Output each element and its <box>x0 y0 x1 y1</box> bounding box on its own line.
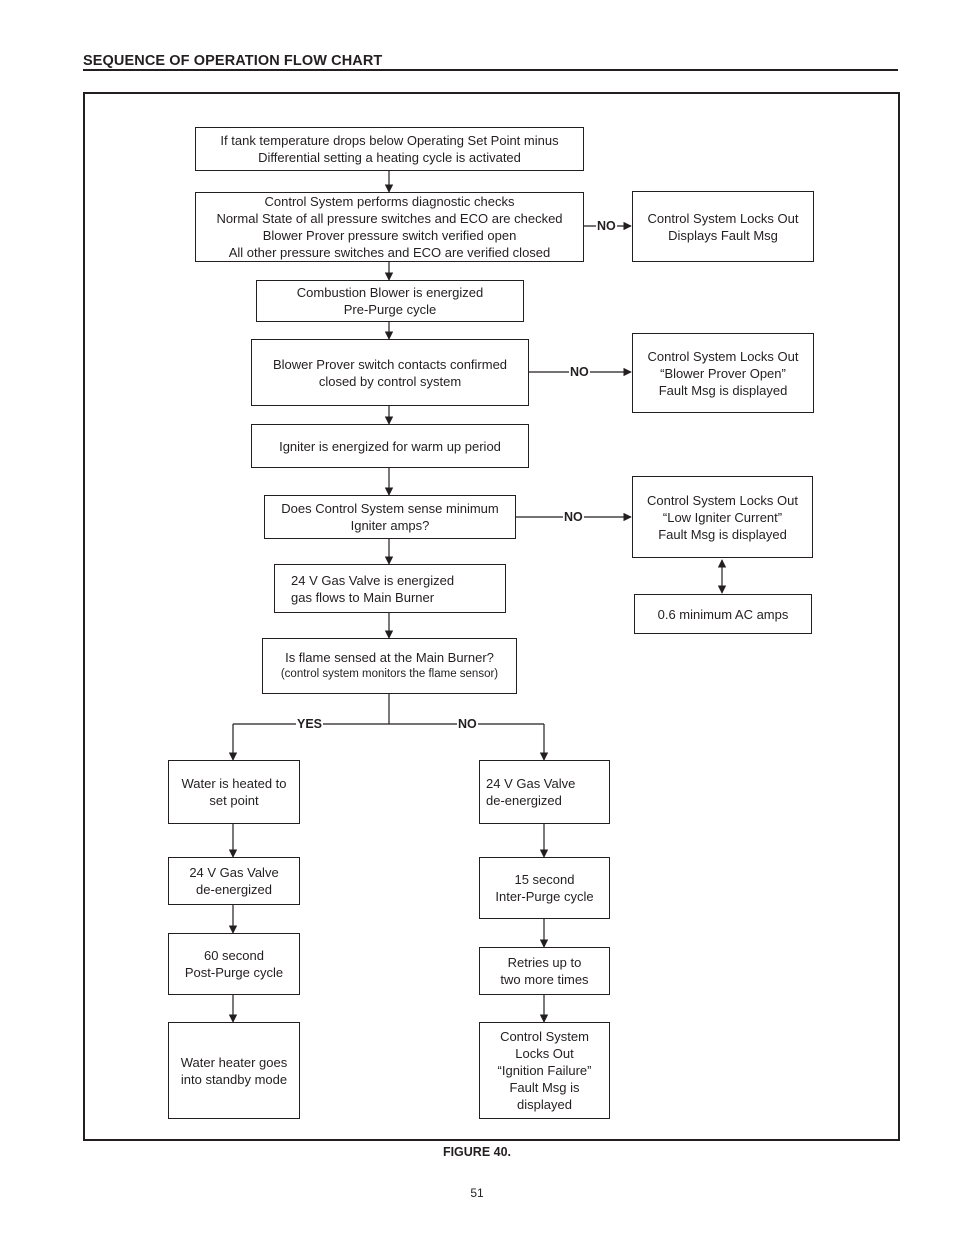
water-heated-box: Water is heated to set point <box>168 760 300 824</box>
no-label-diagnostics: NO <box>597 219 616 233</box>
page-number: 51 <box>470 1186 484 1200</box>
no-label-flame: NO <box>458 717 477 731</box>
lockout-igniter-box: Control System Locks Out “Low Igniter Current” Fault Msg is displayed <box>632 476 813 558</box>
flame-sensed-note: (control system monitors the flame sensor) <box>280 668 499 680</box>
blower-energized-box: Combustion Blower is energized Pre-Purge cycle <box>256 280 524 322</box>
flame-sensed-box <box>262 638 517 694</box>
figure-caption: FIGURE 40. <box>442 1145 512 1159</box>
prover-confirmed-box: Blower Prover switch contacts confirmed closed by control system <box>251 339 529 406</box>
inter-purge-box: 15 second Inter-Purge cycle <box>479 857 610 919</box>
start-box: If tank temperature drops below Operating Set Point minus Differential setting a heating cycle is activated <box>195 127 584 171</box>
lockout-ignition-box: Control System Locks Out “Ignition Failure” Fault Msg is displayed <box>479 1022 610 1119</box>
no-valve-deenergized-box: 24 V Gas Valve de-energized <box>479 760 610 824</box>
no-label-amps: NO <box>564 510 583 524</box>
lockout-fault-box: Control System Locks Out Displays Fault Msg <box>632 191 814 262</box>
gas-valve-energized-box: 24 V Gas Valve is energized gas flows to Main Burner <box>274 564 506 613</box>
igniter-amps-box: Does Control System sense minimum Igniter amps? <box>264 495 516 539</box>
retries-box: Retries up to two more times <box>479 947 610 995</box>
yes-valve-deenergized-box: 24 V Gas Valve de-energized <box>168 857 300 905</box>
yes-label-flame: YES <box>297 717 323 731</box>
flame-sensed-question: Is flame sensed at the Main Burner? <box>285 650 494 665</box>
page-heading: SEQUENCE OF OPERATION FLOW CHART <box>83 53 383 69</box>
lockout-prover-box: Control System Locks Out “Blower Prover Open” Fault Msg is displayed <box>632 333 814 413</box>
standby-box: Water heater goes into standby mode <box>168 1022 300 1119</box>
post-purge-box: 60 second Post-Purge cycle <box>168 933 300 995</box>
min-amps-box: 0.6 minimum AC amps <box>634 594 812 634</box>
diagnostics-box: Control System performs diagnostic checks Normal State of all pressure switches and ECO are checked Blower Prover pressure switch verified open All other pressure switches and ECO are verified closed <box>195 192 584 262</box>
no-label-prover: NO <box>570 365 589 379</box>
igniter-energized-box: Igniter is energized for warm up period <box>251 424 529 468</box>
